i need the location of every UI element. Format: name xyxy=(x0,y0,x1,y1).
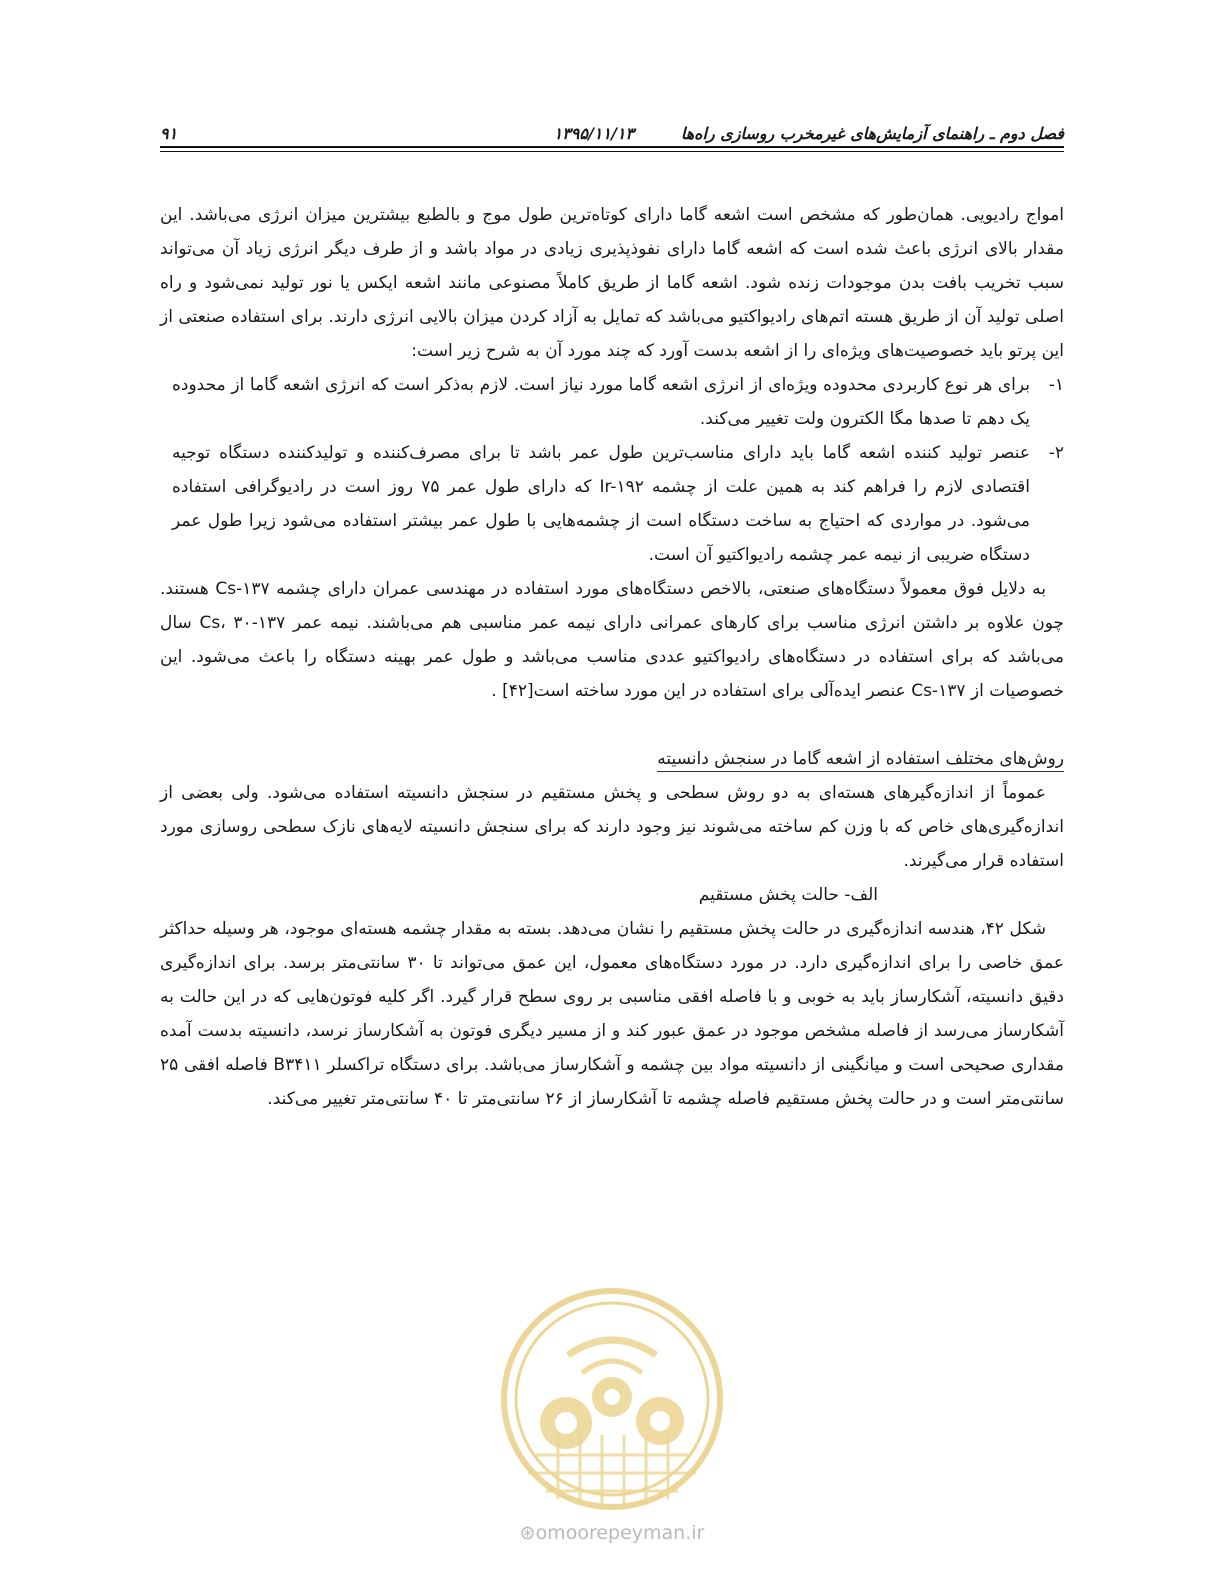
list-item xyxy=(160,368,1064,436)
section-heading xyxy=(160,742,1064,776)
list-item-text: عنصر تولید کننده اشعه گاما باید دارای مناسب‌ترین طول عمر باشد تا برای مصرف‌کننده و تولیدکننده دستگاه توجیه اقتصادی لازم را فراهم کند به همین علت از چشمه Ir-۱۹۲ که دارای طول عمر ۷۵ روز است در رادیوگرافی استفاده می‌شود. در مواردی که احتیاج به ساخت دستگاه است از چشمه‌هایی با طول عمر بیشتر استفاده می‌شود زیرا طول عمر دستگاه ضریبی از نیمه عمر چشمه رادیواکتیو آن است. xyxy=(172,443,1031,565)
header-rule-thin xyxy=(160,151,1064,152)
page-header xyxy=(160,118,1064,148)
subheading: الف- حالت پخش مستقیم xyxy=(698,885,878,905)
watermark-url: ⊛omoorepeyman.ir xyxy=(519,1522,705,1544)
list-item xyxy=(160,436,1064,572)
page-body xyxy=(160,198,1064,1116)
list-item-number: ۱- xyxy=(1048,375,1064,395)
section-heading-text: روش‌های مختلف استفاده از اشعه گاما در سنجش دانسیته xyxy=(657,749,1064,772)
paragraph-direct-transmission: شکل ۴۲، هندسه اندازه‌گیری در حالت پخش مستقیم را نشان می‌دهد. بسته به مقدار چشمه هسته‌ای موجود، هر وسیله حداکثر عمق خاصی را برای اندازه‌گیری دارد. در مورد دستگاه‌های معمول، این عمق می‌تواند تا ۳۰ سانتی‌متر برسد. برای اندازه‌گیری دقیق دانسیته، آشکارساز باید به خوبی و با فاصله افقی مناسبی بر روی سطح قرار گیرد. اگر کلیه فوتون‌هایی که در این حالت به آشکارساز می‌رسد از فاصله مشخص موجود در عمق عبور کند و از مسیر دیگری فوتون به آشکارساز نرسد، دانسیته بدست آمده مقداری صحیحی است و میانگینی از دانسیته مواد بین چشمه و آشکارساز می‌باشد. برای دستگاه تراکسلر B۳۴۱۱ فاصله افقی ۲۵ سانتی‌متر است و در حالت پخش مستقیم فاصله چشمه تا آشکارساز از ۲۶ سانتی‌متر تا ۴۰ سانتی‌متر تغییر می‌کند. xyxy=(160,919,1065,1109)
page-number: ۹۱ xyxy=(160,124,178,143)
list-item-number: ۲- xyxy=(1048,443,1064,463)
watermark-logo-icon xyxy=(498,1285,726,1513)
paragraph-methods: عموماً از اندازه‌گیرهای هسته‌ای به دو روش سطحی و پخش مستقیم در سنجش دانسیته استفاده می‌شود. ولی بعضی از اندازه‌گیری‌های خاص که با وزن کم ساخته می‌شوند نیز وجود دارند که برای سنجش دانسیته لایه‌های نازک سطحی روسازی مورد استفاده قرار می‌گیرند. xyxy=(160,783,1064,871)
list-item-text: برای هر نوع کاربردی محدوده ویژه‌ای از انرژی اشعه گاما مورد نیاز است. لازم به‌ذکر است که انرژی اشعه گاما از محدوده یک دهم تا صدها مگا الکترون ولت تغییر می‌کند. xyxy=(172,375,1030,429)
chapter-title: فصل دوم ـ راهنمای آزمایش‌های غیرمخرب روسازی راه‌ها xyxy=(680,124,1064,143)
header-rule-thick xyxy=(160,146,1064,148)
header-date: ۱۳۹۵/۱۱/۱۳ xyxy=(553,124,634,143)
paragraph-cesium: به دلایل فوق معمولاً دستگاه‌های صنعتی، بالاخص دستگاه‌های مورد استفاده در مهندسی عمران دارای چشمه ۱۳۷-Cs هستند. چون علاوه بر داشتن انرژی مناسب برای کارهای عمرانی دارای نیمه عمر مناسبی هم می‌باشند. نیمه عمر ۱۳۷-Cs، ۳۰ سال می‌باشد که برای استفاده در دستگاه‌های رادیواکتیو عددی مناسب می‌باشد و طول عمر بهینه دستگاه را باعث می‌شود. این خصوصیات از Cs-۱۳۷ عنصر ایده‌آلی برای استفاده در این مورد ساخته است[۴۲] . xyxy=(160,579,1065,701)
paragraph-intro: امواج رادیویی. همان‌طور که مشخص است اشعه گاما دارای کوتاه‌ترین طول موج و بالطبع بیشترین میزان انرژی می‌باشد. این مقدار بالای انرژی باعث شده است که اشعه گاما دارای نفوذپذیری زیادی در مواد باشد و از طرف دیگر انرژی زیاد آن می‌تواند سبب تخریب بافت بدن موجودات زنده شود. اشعه گاما از طریق کاملاً مصنوعی مانند اشعه ایکس یا نور تولید نمی‌شود و راه اصلی تولید آن از طریق هسته اتم‌های رادیواکتیو می‌باشد که تمایل به آزاد کردن میزان بالایی انرژی دارند. برای استفاده صنعتی از این پرتو باید خصوصیت‌های ویژه‌ای را از اشعه بدست آورد که چند مورد آن به شرح زیر است: xyxy=(160,205,1064,361)
watermark-url-text: omoorepeyman.ir xyxy=(535,1522,705,1544)
